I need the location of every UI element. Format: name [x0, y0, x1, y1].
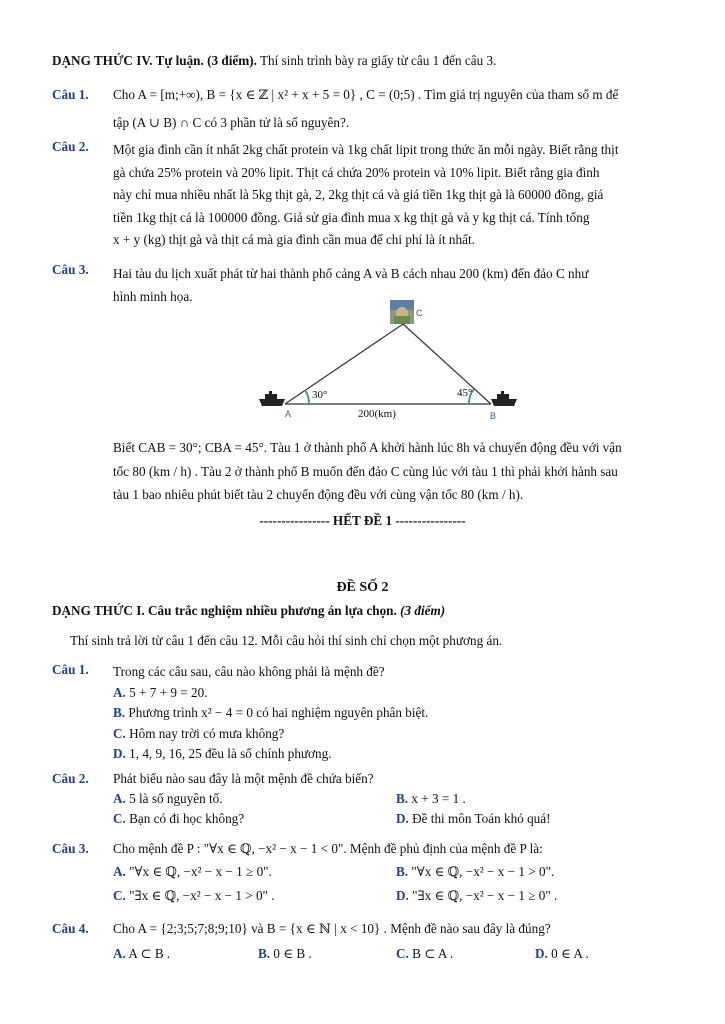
side-ac: [285, 324, 403, 404]
ship-a-icon: [259, 391, 285, 406]
e2-question-1: [113, 662, 673, 765]
e2-question-3-stem: Cho mệnh đề P : "∀x ∈ ℚ, −x² − x − 1 < 0". Mệnh đề phủ định của mệnh đề P là:: [113, 841, 543, 856]
question-2-line: gà chứa 25% protein và 20% lipit. Thịt cá chứa 20% protein và 10% lipit. Biết rằng gia đình: [113, 164, 600, 180]
exam-2-title: ĐỀ SỐ 2: [336, 580, 389, 595]
section-4-note: Thí sinh trình bày ra giấy từ câu 1 đến câu 3.: [256, 53, 497, 68]
e2-question-3-label: Câu 3.: [52, 841, 89, 856]
section-4-title: DẠNG THỨC IV. Tự luận. (3 điểm).: [52, 53, 257, 68]
angle-a-value: 30°: [312, 389, 328, 401]
e2-question-4-stem: Cho A = {2;3;5;7;8;9;10} và B = {x ∈ ℕ | x < 10} . Mệnh đề nào sau đây là đúng?: [113, 921, 551, 936]
island-c-image: [390, 300, 414, 324]
label-b: B: [490, 411, 497, 421]
e2-question-1-label: Câu 1.: [52, 662, 89, 677]
question-3-line: Hai tàu du lịch xuất phát từ hai thành phố cảng A và B cách nhau 200 (km) đến đảo C như: [113, 266, 589, 281]
section-1-title: DẠNG THỨC I. Câu trắc nghiệm nhiều phương án lựa chọn.: [52, 603, 397, 618]
question-2-label: Câu 2.: [52, 139, 89, 154]
distance-label: 200(km): [358, 408, 396, 420]
question-3-label: Câu 3.: [52, 262, 89, 277]
question-3-continued: [113, 436, 673, 507]
option-a[interactable]: A. 5 là số nguyên tố.: [113, 791, 223, 806]
question-3-line: tàu 1 bao nhiêu phút biết tàu 2 chuyển động đều với cùng vận tốc 80 (km / h).: [113, 487, 524, 502]
section-4-header: [52, 53, 672, 69]
option-c[interactable]: C. B ⊂ A .: [396, 946, 454, 961]
angle-a-arc: [305, 390, 309, 404]
option-d[interactable]: D. Đề thi môn Toán khó quá!: [396, 811, 551, 826]
option-a[interactable]: A. A ⊂ B .: [113, 946, 171, 961]
e2-question-1-stem: Trong các câu sau, câu nào không phải là mệnh đề?: [113, 664, 385, 679]
e2-question-4-label: Câu 4.: [52, 921, 89, 936]
option-c[interactable]: C. Bạn có đi học không?: [113, 811, 245, 826]
e2-question-2-stem: Phát biểu nào sau đây là một mệnh đề chứa biến?: [113, 771, 374, 786]
ship-b-icon: [491, 391, 517, 406]
question-1-label: Câu 1.: [52, 87, 89, 102]
option-b[interactable]: B. 0 ∈ B .: [258, 946, 312, 961]
label-a: A: [285, 409, 292, 419]
option-a[interactable]: A. 5 + 7 + 9 = 20.: [113, 684, 208, 700]
exam-2-instructions: Thí sinh trả lời từ câu 1 đến câu 12. Mỗi câu hỏi thí sinh chỉ chọn một phương án.: [70, 633, 503, 648]
option-c[interactable]: C. "∃x ∈ ℚ, −x² − x − 1 > 0" .: [113, 888, 275, 903]
exam-2-section-1-header: [52, 603, 672, 619]
section-1-points: (3 điểm): [396, 603, 446, 618]
question-3-line: Biết CAB = 30°; CBA = 45°. Tàu 1 ở thành phố A khởi hành lúc 8h và chuyển động đều với vận: [113, 440, 622, 455]
question-1-text: [113, 87, 673, 131]
question-2-text: [113, 139, 673, 252]
option-d[interactable]: D. 0 ∈ A .: [535, 946, 589, 961]
e2-question-2-label: Câu 2.: [52, 771, 89, 786]
label-c: C: [416, 308, 423, 318]
side-bc: [403, 324, 491, 404]
triangle-figure: [255, 296, 525, 424]
question-3-line: hình minh họa.: [113, 289, 193, 304]
question-2-line: Một gia đình cần ít nhất 2kg chất protein và 1kg chất lipit trong thức ăn mỗi ngày. Biết rằng thịt: [113, 142, 619, 157]
question-2-line: này chỉ mua nhiều nhất là 5kg thịt gà, 2, 2kg thịt cá và giá tiền 1kg thịt gà là 60000 đồng, giá: [113, 187, 604, 202]
question-3-line: tốc 80 (km / h) . Tàu 2 ở thành phố B muốn đến đảo C cùng lúc với tàu 1 thì phải khởi hành sau: [113, 463, 618, 479]
question-1-line: tập (A ∪ B) ∩ C có 3 phần tử là số nguyên?.: [113, 114, 350, 130]
question-1-line: Cho A = [m;+∞), B = {x ∈ ℤ | x² + x + 5 = 0} , C = (0;5) . Tìm giá trị nguyên của tham số m để: [113, 87, 619, 102]
end-of-exam-1: ---------------- HẾT ĐỀ 1 ----------------: [259, 513, 466, 528]
option-c[interactable]: C. Hôm nay trời có mưa không?: [113, 725, 285, 741]
question-2-line: x + y (kg) thịt gà và thịt cá mà gia đình cần mua để chi phí là ít nhất.: [113, 232, 475, 247]
option-d[interactable]: D. "∃x ∈ ℚ, −x² − x − 1 ≥ 0" .: [396, 888, 558, 903]
question-2-line: tiền 1kg thịt cá là 100000 đồng. Giả sử gia đình mua x kg thịt gà và y kg thịt cá. Tính tổng: [113, 209, 590, 225]
option-a[interactable]: A. "∀x ∈ ℚ, −x² − x − 1 ≥ 0".: [113, 864, 272, 879]
angle-b-value: 45°: [457, 387, 473, 399]
option-b[interactable]: B. Phương trình x² − 4 = 0 có hai nghiệm nguyên phân biệt.: [113, 705, 429, 720]
option-b[interactable]: B. x + 3 = 1 .: [396, 791, 466, 806]
option-d[interactable]: D. 1, 4, 9, 16, 25 đều là số chính phương.: [113, 746, 332, 761]
option-b[interactable]: B. "∀x ∈ ℚ, −x² − x − 1 > 0".: [396, 864, 555, 879]
